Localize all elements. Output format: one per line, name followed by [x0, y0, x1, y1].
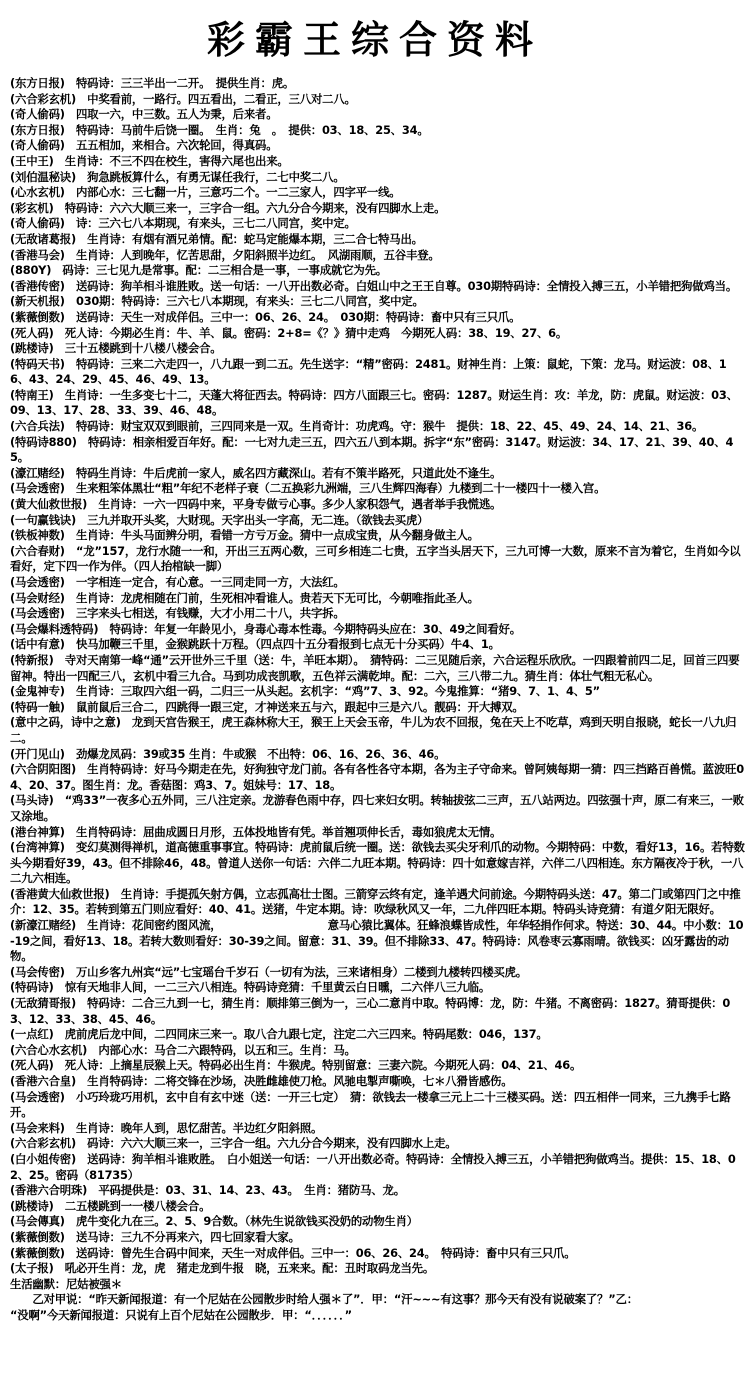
list-item: (一点红) 虎前虎后龙中间，二四同床三来一。取八合九跟七定，注定二六三四来。特码尾数：046，137。	[10, 1027, 548, 1042]
list-item: (马头诗) “鸡33”一夜多心五外同，三八注定亲。龙游春色雨中存，四七来妇女明。转轴拔弦二三声，五八站两边。四弦强十声，原二有来三，一败又涂地。	[10, 793, 744, 823]
list-item: (心水玄机) 内部心水：三七翻一片，三意巧二个。一二三家人，四字平一线。	[10, 185, 401, 200]
list-item: (意中之码，诗中之意) 龙到天宫告猴王，虎王森林称大王，猴王上天会玉帝，牛儿为农不回报，兔在天上不吃草，鸡到天明自报晓，蛇长一八九归二。	[10, 715, 737, 745]
list-item: (紫薇倒数) 送码诗：曾先生合码中间来，天生一对成伴侣。三中一：06、26、24。 特码诗：畜中只有三只爪。	[10, 1245, 576, 1260]
list-item: (濠江赌经) 特码生肖诗：牛后虎前一家人，威名四方藏深山。若有不策半路死，只道此处不逢生。	[10, 465, 502, 480]
list-item: (马会传密) 万山乡客九州宾“远”七宝瑶台千岁石（一切有为法，三来诸相身）二楼到九楼转四楼买虎。	[10, 964, 527, 979]
list-item: (奇人偷码) 诗：三六七八本期现，有来头，三七二八同宫，奖中定。	[10, 216, 356, 231]
list-item: (马会透密) 生来粗笨体黑壮“粗”年纪不老样子衰（二五换彩九洲端，三八生辉四海春）九楼到二十一楼四十一楼入宫。	[10, 481, 606, 496]
humor-heading: 生活幽默：尼姑被强＊	[10, 1276, 122, 1291]
list-item: (奇人偷码) 五五相加，来相合。六次轮回，得真码。	[10, 138, 278, 153]
list-item: (马会爆料透特码) 特码诗：年复一年龄见小，身毒心毒本性毒。今期特码头应在：30、49之间看好。	[10, 621, 521, 636]
list-item: (六合春财) “龙”157，龙行水随一一和，开出三五两心数，三可乡相连二七贵，五字当头居天下，三九可博一大数，原来不言为着它，生肖如今以看好，定下四一作为伴。（四人抬棺缺一脚）	[10, 543, 741, 574]
list-item: (马会透密) 小巧玲珑巧用机，玄中自有玄中迷（送：一开三七定） 猜：欲钱去一楼拿三元上二十三楼买码。送：四五相伴一同来，三九携手七路开。	[10, 1089, 731, 1120]
list-item: (香港马会) 生肖诗：人到晚年，忆苦思甜，夕阳斜照半边红。 风湖雨顺，五谷丰登。	[10, 247, 440, 262]
list-item: (东方日报) 特码诗：三三半出一二开。 提供生肖：虎。	[10, 76, 295, 90]
list-item: (六合彩玄机) 中奖看前，一路行。四五看出，二看正，三八对二八。	[10, 91, 356, 106]
list-item: (香港六合明珠) 平码提供是：03、31、14、23、43。 生肖：猪防马、龙。	[10, 1183, 405, 1198]
list-item: (特码天书) 特码诗：三来二六走四一，八九跟一到二五。先生送字：“精”密码：2481。财神生肖：上策：鼠蛇，下策：龙马。财运波：08、16、43、24、29、45、46、49、13。	[10, 356, 727, 387]
list-item: (新濠江赌经) 生肖诗：花间密约图风流， 意马心猿比翼体。狂蜂浪蝶皆成性，年华轻捐作何求。特送：30、44。中小数：10-19之间，看好13、18。若转大数则看好：30-39之间。留意：31、39。但不排除33、47。特码诗：风卷枣云寡雨晴。欲钱买：凶牙露齿的动物。	[10, 918, 744, 964]
list-item: (马会财经) 生肖诗：龙虎相随在门前，生死相冲看谁人。贵若天下无可比，今朝唯指此圣人。	[10, 590, 479, 605]
list-item: (太子报) 吼必开生肖：龙，虎 猪走龙到牛报 晓，五来来。配：丑时取码龙当先。	[10, 1261, 435, 1276]
list-item: (死人码) 死人诗：上摘星辰猴上天。特码必出生肖：牛猴虎。特别留意：三妻六院。今期死人码：04、21、46。	[10, 1058, 582, 1073]
humor-line: “没啊”今天新闻报道：只说有上百个尼姑在公园散步．甲：“．．．．．．”	[10, 1307, 352, 1322]
list-item: (话中有意) 快马加鞭三千里，金猴跳跃十万程。（四点四十五分看报到七点无十分买码）牛4、1。	[10, 637, 500, 652]
list-item: (跳楼诗) 二五楼跳到一一楼八楼会合。	[10, 1198, 211, 1213]
list-item: (880Y) 码诗：三七见九是常事。配：二三相合是一事，一事成就它为先。	[10, 263, 387, 278]
list-item: (马会透密) 三字来头七相送，有钱赚，大才小用二十八，共字拆。	[10, 606, 345, 621]
list-item: (无敌诸葛报) 生肖诗：有烟有酒兄弟情。配：蛇马定能爆本期，三二合七特马出。	[10, 231, 423, 246]
page-title: 彩霸王综合资料	[206, 17, 543, 62]
list-item: (香港黄大仙救世报) 生肖诗：手提孤矢射方偶，立志孤高壮士图。三箭穿云终有定，逢羊遇犬问前途。今期特码头送：47。第二门或第四门之中推介：12、35。若转到第五门则应看好：40、41。送猪，牛定本期。诗：吹绿秋风又一年，二九伴四旺本期。特码头诗竞猜：有道夕阳无限好。	[10, 886, 741, 917]
list-item: (白小姐传密) 送码诗：狗羊相斗谁败胜。 白小姐送一句话：一八开出数必奇。特码诗：全情投入搏三五，小羊错把狗做鸡当。提供：15、18、02、25。密码（81735）	[10, 1151, 736, 1182]
list-item: (香港六合皇) 生肖特码诗：二将交锋在沙场，决胜雌雄使刀枪。风驰电掣声嘶唤，七＊八猾皆感伤。	[10, 1074, 513, 1088]
article-body	[10, 76, 745, 1324]
list-item: (奇人偷码) 四取一六，中三数。五人为秉，后来者。	[10, 107, 278, 122]
list-item: (彩玄机) 特码诗：六六大顺三来一，三字合一组。六九分合今期来，没有四脚水上走。	[10, 200, 446, 215]
list-item: (东方日报) 特码诗：马前牛后饶一圈。 生肖：兔 。 提供：03、18、25、34。	[10, 122, 429, 137]
list-item: (开门见山) 劲爆龙凤码：39或35 生肖：牛或猴 不出特：06、16、26、36、46。	[10, 746, 446, 761]
list-item: (死人码) 死人诗：今期必生肖：牛、羊、鼠。密码：2+8=《？》猜中走鸡 今期死人码：38、19、27、6。	[10, 325, 568, 340]
list-item: (香港传密) 送码诗：狗羊相斗谁胜败。送一句话：一八开出数必奇。白姐山中之王王自尊。030期特码诗：全情投入搏三五，小羊错把狗做鸡当。	[10, 278, 738, 293]
list-item: (一句赢钱诀) 三九并取开头奖，大财现。天字出头一字高，无二连。（欲钱去买虎）	[10, 512, 429, 527]
list-item: (六合心水玄机) 内部心水：马合二六跟特码，以五和三。生肖：马。	[10, 1042, 356, 1057]
list-item: (六合兵法) 特码诗：财宝双双到眼前，三四同来是一双。生肖奇计：功虎鸡。守：猴牛 提供：18、22、45、49、24、14、21、36。	[10, 419, 704, 434]
list-item: (特新报) 寺对天南第一峰“通”云开世外三千里（送：牛，羊旺本期）。 猜特码：二三见随后亲，六合运程乐欣欣。一四跟着前四二足，回首三四要留神。特出一四配三八，玄机中看三九合。马到功成丧凯歌，五色祥云满乾坤。配：二六，三八带二九。猜生肖：体壮气粗无私心。	[10, 652, 740, 683]
list-item: (台湾神算) 变幻莫测得禅机，道高德重事事宜。特码诗：虎前鼠后统一圈。送：欲钱去买尖牙利爪的动物。今期特码：中数，看好13，16。若特数头今期看好39，43。但不排除46，48。曾道人送你一句话：六伴二九旺本期。特码诗：四十如意嫁吉祥，六伴二八四相连。东方隔夜冷于秋，一八二九六相连。	[10, 840, 745, 886]
list-item: (马会来料) 生肖诗：晚年人到，思忆甜苦。半边红夕阳斜照。	[10, 1120, 323, 1135]
humor-line: 乙对甲说：“昨天新闻报道：有一个尼姑在公园散步时给人强＊了”．甲：“汗~~~有这事？那今天有没有说破案了？”乙：	[10, 1292, 638, 1307]
list-item: (特码诗880) 特码诗：相亲相爱百年好。配：一七对九走三五，四六五八到本期。拆字“东”密码：3147。财运波：34、17、21、39、40、45。	[10, 434, 734, 465]
list-item: (特南王) 生肖诗：一生多变七十二，天蓬大将征西去。特码诗：四方八面跟三七。密码：1287。财运生肖：攻：羊龙，防：虎鼠。财运波：03、09、13、17、28、33、39、46、48。	[10, 387, 738, 418]
list-item: (六合阴阳图) 生肖特码诗：好马今期走在先，好狗独守龙门前。各有各性各守本期，各为主子守命来。曾阿姨每期一猜：四三挡路百兽慌。蓝波旺04、20、37。图生肖：龙。香菇图：鸡3、7。姐妹号：17、18。	[10, 762, 744, 792]
list-item: (王中王) 生肖诗：不三不四在校生，害得六尾也出来。	[10, 153, 289, 168]
list-item: (铁板神数) 生肖诗：牛头马面辨分明，看错一方亏万金。猜中一点成宝贵，从今翻身做主人。	[10, 528, 479, 543]
list-item: (无敌猜哥报) 特码诗：二合三九到一七，猜生肖：顺排第三倒为一，三心二意肖中取。特码博：龙，防：牛猪。不离密码：1827。猜哥提供：03、12、33、38、45、46。	[10, 996, 731, 1026]
list-item: (马会透密) 一字相连一定合，有心意。一三同走同一方，大法红。	[10, 575, 345, 589]
list-item: (刘伯温秘诀) 狗急跳板算什么，有勇无谋任我行，二七中奖二八。	[10, 169, 345, 184]
humor-section	[10, 1277, 745, 1324]
list-item: (港台神算) 生肖特码诗：屈曲成圆日月形，五体投地皆有凭。举首翘项伸长舌，毒如狼虎太无情。	[10, 824, 502, 839]
list-item: (紫薇倒数) 送码诗：天生一对成佯侣。三中一：06、26、24。 030期：特码诗：畜中只有三只爪。	[10, 309, 521, 324]
list-item: (特码诗) 惊有天地非人间，一二三六八相连。特码诗竞猜：千里黄云白日曛，二六伴八三九临。	[10, 980, 491, 995]
list-item: (跳楼诗) 三十五楼跳到十八楼八楼会合。	[10, 341, 222, 356]
list-item: (特码一触) 鼠前鼠后三合二，四跳得一跟三定，才神送来五与六，跟起中三是六八。靓码：开大搏双。	[10, 699, 524, 714]
list-item: (紫薇倒数) 送马诗：三九不分再来六，四七回家看大家。	[10, 1229, 300, 1244]
list-item: (六合彩玄机) 码诗：六六大顺三来一，三字合一组。六九分合今期来，没有四脚水上走。	[10, 1136, 457, 1151]
list-item: (金鬼神专) 生肖诗：三取四六组一码，二归三一从头起。玄机字：“鸡”7、3、92。今鬼推算：“猪9、7、1、4、5”	[10, 684, 600, 699]
list-item: (马会傳真) 虎牛变化九在三。2、5、9合数。（林先生说欲钱买没奶的动物生肖）	[10, 1214, 418, 1229]
list-item: (黄大仙救世报) 生肖诗：一六一四码中来，平身专做亏心事。多少人家积怨气，遇者举手我慌逃。	[10, 497, 502, 512]
list-item: (新天机报) 030期：特码诗：三六七八本期现，有来头：三七二八同宫，奖中定。	[10, 294, 424, 309]
